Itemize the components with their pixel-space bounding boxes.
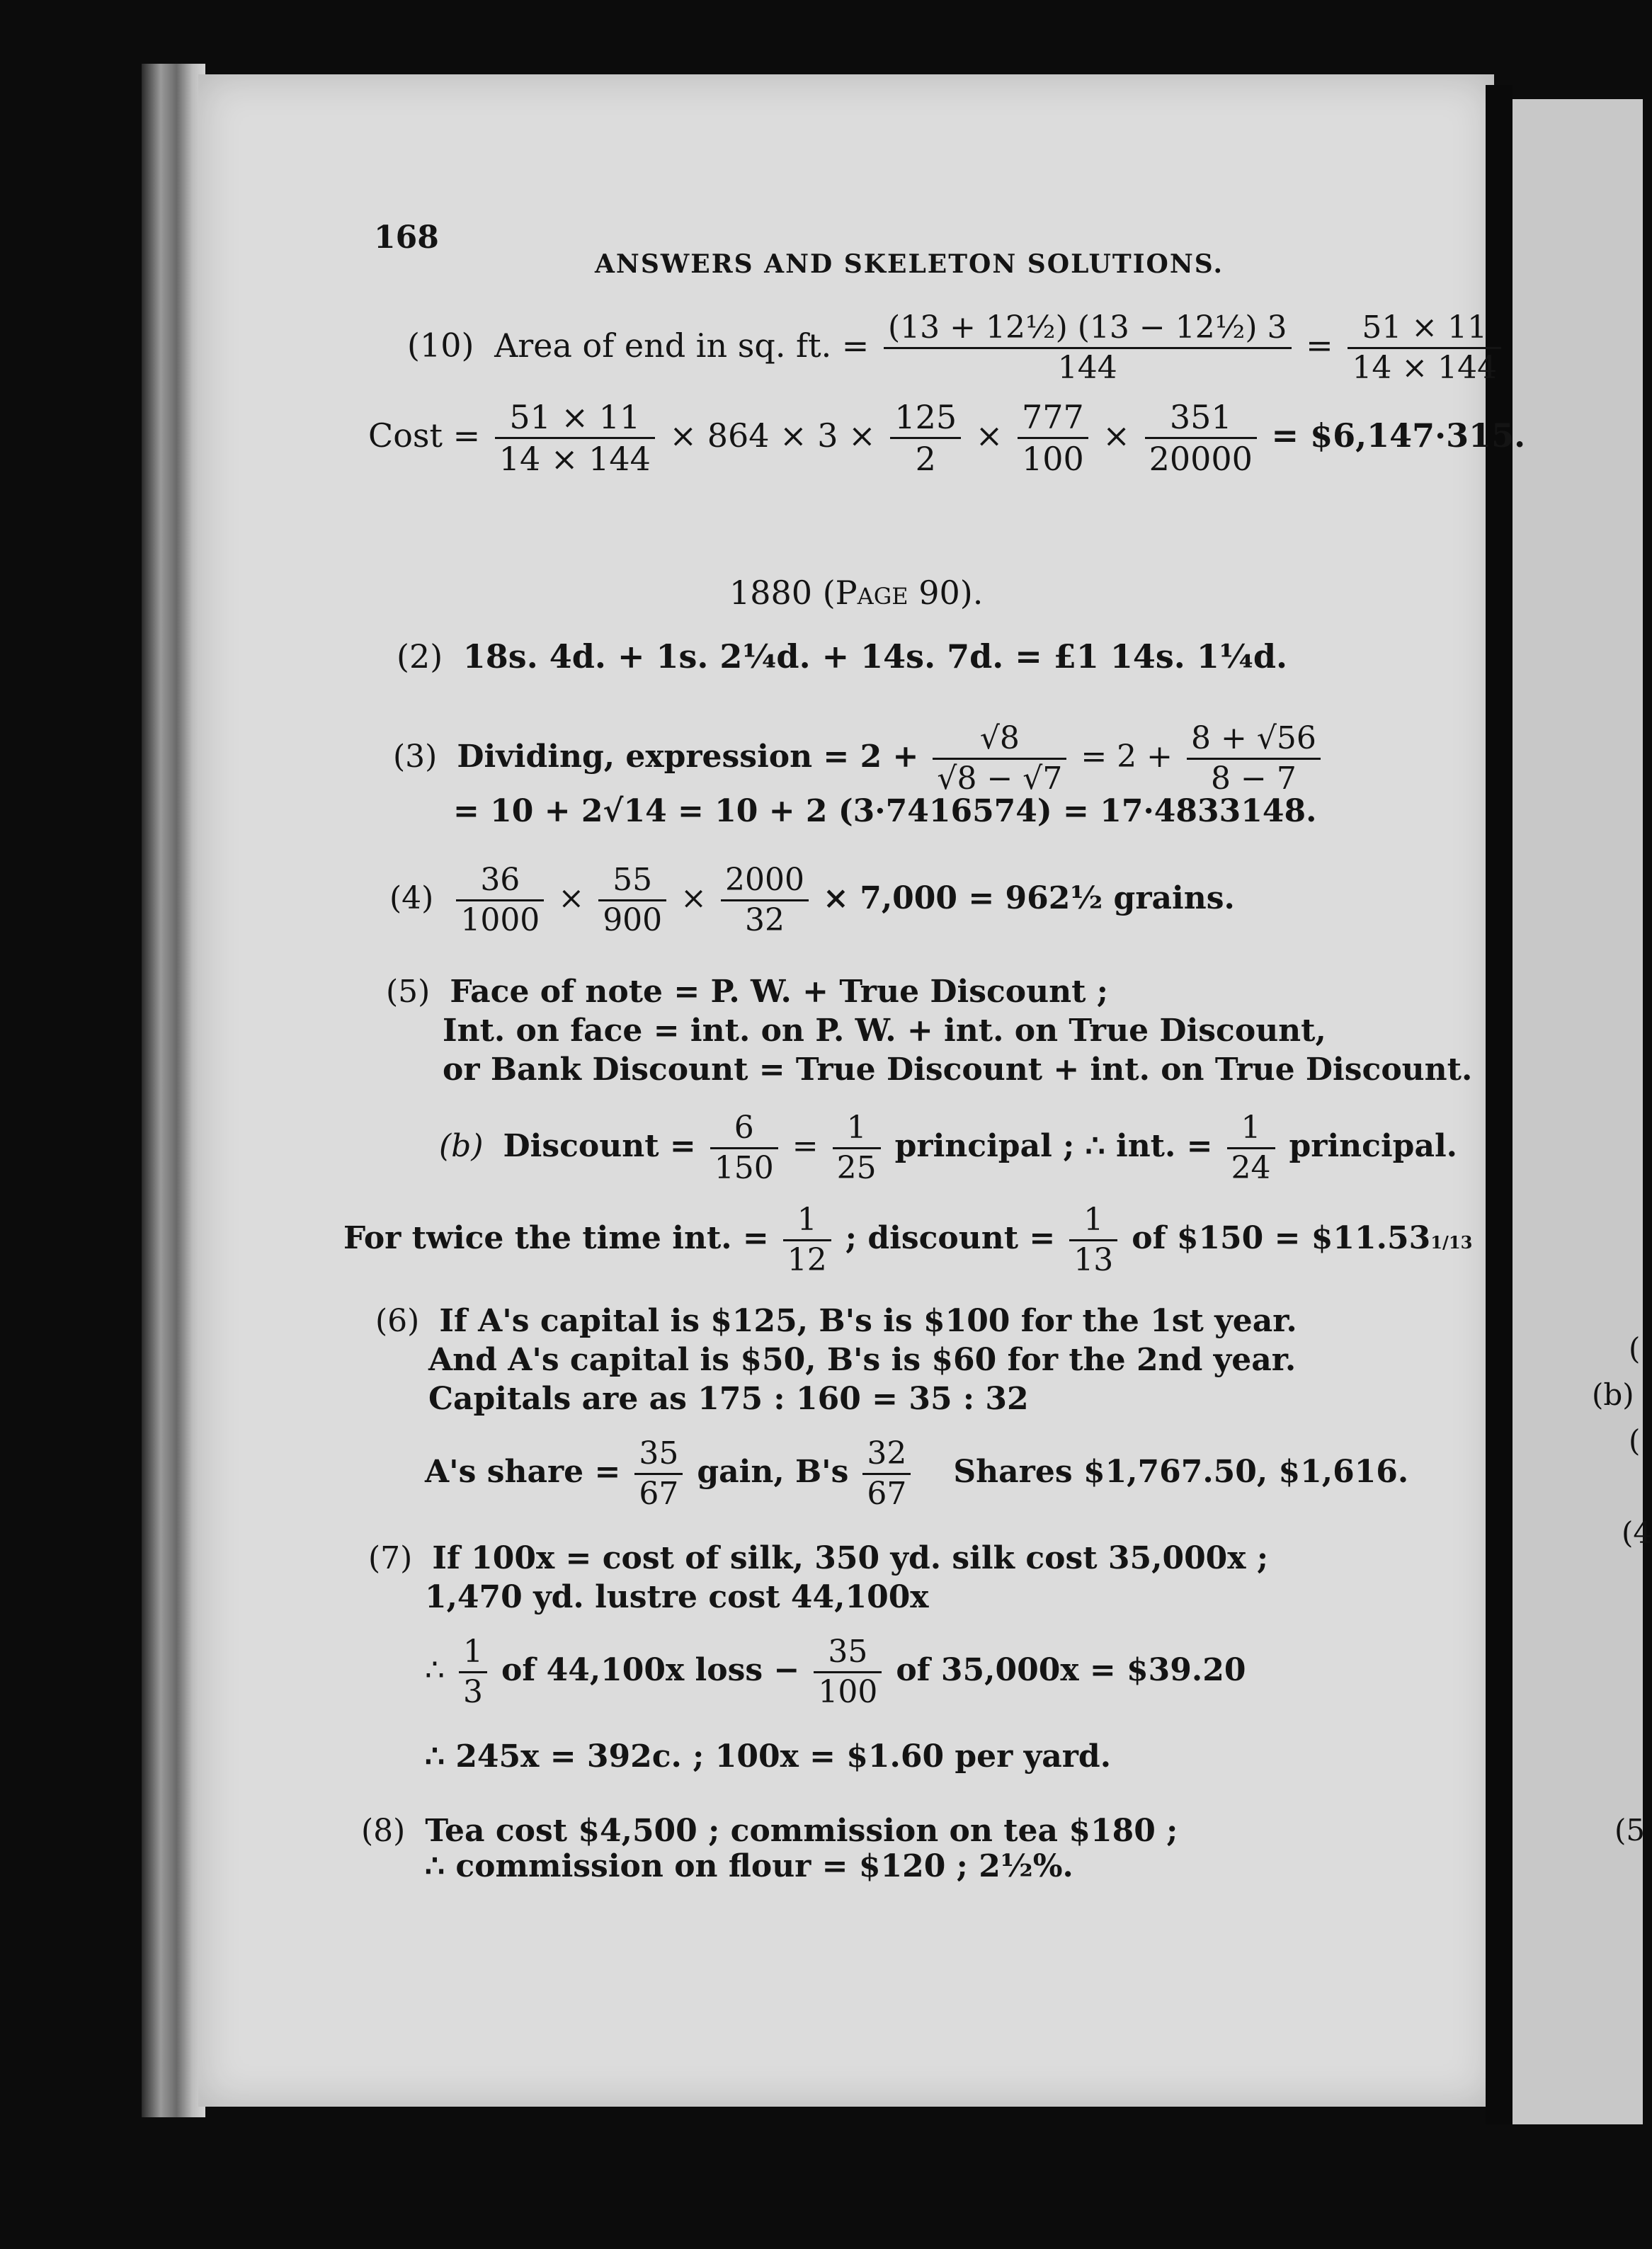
answer-lead: For twice the time int. = <box>343 1220 769 1257</box>
next-page-mark: (4 <box>1622 1515 1652 1550</box>
therefore-sign: ∴ <box>425 1652 445 1689</box>
answer-lead: Discount = <box>503 1128 696 1165</box>
answer-text: 18s. 4d. + 1s. 2¼d. + 14s. 7d. = £1 14s. 1¼d. <box>462 637 1287 676</box>
fraction-numerator: 1 <box>1241 1110 1261 1146</box>
fraction-denominator: 2 <box>890 437 961 476</box>
answer-5-twice-fraction-1 <box>783 1204 831 1277</box>
fraction-numerator: 55 <box>613 862 653 898</box>
next-page-mark: (5 <box>1614 1813 1646 1847</box>
fraction-denominator: 32 <box>721 899 809 937</box>
book-gutter <box>1486 85 1513 2124</box>
fraction-denominator: 1000 <box>456 899 544 937</box>
answer-7-line-3 <box>425 1636 1246 1709</box>
running-title: ANSWERS AND SKELETON SOLUTIONS. <box>595 249 1224 279</box>
page-number: 168 <box>374 220 439 256</box>
fraction-denominator: 100 <box>814 1671 882 1709</box>
answer-4-fraction-2 <box>598 864 666 937</box>
answer-lead: Dividing, expression = 2 + <box>457 739 919 775</box>
fraction-numerator: 8 + √56 <box>1191 720 1316 756</box>
answer-4-fraction-1 <box>456 864 544 937</box>
problem-label: (6) <box>375 1303 420 1339</box>
fraction-denominator: √8 − √7 <box>933 758 1066 795</box>
fraction-denominator: 24 <box>1227 1147 1275 1185</box>
answer-7-line-1 <box>368 1540 1268 1576</box>
answer-mid: principal ; ∴ int. = <box>894 1128 1213 1165</box>
answer-7-fraction-1 <box>459 1636 487 1709</box>
fraction-denominator: 12 <box>783 1239 831 1277</box>
fraction-numerator: 51 × 11 <box>1362 309 1488 346</box>
fraction-denominator: 150 <box>710 1147 778 1185</box>
cost-fraction-4 <box>1145 400 1257 477</box>
answer-3-line-2: = 10 + 2√14 = 10 + 2 (3·7416574) = 17·4833148. <box>453 793 1317 829</box>
answer-tail: Shares $1,767.50, $1,616. <box>953 1454 1409 1491</box>
fraction-numerator: 36 <box>480 862 520 898</box>
problem-label: (8) <box>361 1813 406 1849</box>
cost-fraction-1 <box>495 400 655 477</box>
answer-3-fraction-1 <box>933 722 1066 795</box>
next-page-mark: ( <box>1629 1331 1641 1366</box>
fraction-denominator: 14 × 144 <box>495 437 655 476</box>
answer-6-line-2: And A's capital is $50, B's is $60 for the 2nd year. <box>428 1342 1297 1378</box>
answer-6-fraction-1 <box>634 1435 683 1513</box>
cost-lhs: Cost = <box>368 416 481 455</box>
cost-fraction-2 <box>890 400 961 477</box>
answer-text: If A's capital is $125, B's is $100 for the 1st year. <box>439 1303 1297 1339</box>
answer-text: Face of note = P. W. + True Discount ; <box>450 974 1109 1010</box>
fraction-denominator: 14 × 144 <box>1348 347 1501 385</box>
times-sign: × <box>975 416 1003 455</box>
section-page-ref: (Page 90). <box>822 574 984 612</box>
equals-sign: = <box>1306 326 1333 365</box>
answer-mid: of 44,100x loss − <box>501 1652 800 1689</box>
fraction-numerator: 32 <box>867 1435 907 1471</box>
answer-8-line-1 <box>361 1813 1178 1849</box>
answer-5-line-2: Int. on face = int. on P. W. + int. on True Discount, <box>443 1013 1326 1049</box>
answer-tail: of 35,000x = $39.20 <box>896 1652 1246 1689</box>
answer-7-fraction-2 <box>814 1636 882 1709</box>
fraction-denominator: 900 <box>598 899 666 937</box>
fraction-numerator: 777 <box>1021 398 1084 436</box>
fraction-numerator: 1 <box>463 1634 483 1670</box>
fraction-numerator: 6 <box>734 1110 754 1146</box>
fraction-numerator: 1 <box>846 1110 867 1146</box>
fraction-denominator: 100 <box>1018 437 1088 476</box>
problem-label: (10) <box>407 326 474 365</box>
answer-mid: ; discount = <box>845 1220 1056 1257</box>
answer-5b <box>439 1112 1457 1185</box>
answer-text: If 100x = cost of silk, 350 yd. silk cost 35,000x ; <box>432 1540 1269 1576</box>
cost-mid: × 864 × 3 × <box>669 416 876 455</box>
answer-5b-fraction-2 <box>833 1112 881 1185</box>
answer-tail-fraction: 1/13 <box>1430 1232 1473 1253</box>
answer-tail: of $150 = $11.53 <box>1132 1220 1431 1257</box>
problem-label: (2) <box>397 637 443 676</box>
next-page-mark: ( <box>1629 1423 1641 1458</box>
answer-5-line-3: or Bank Discount = True Discount + int. on True Discount. <box>443 1052 1473 1088</box>
problem-label: (3) <box>393 739 438 775</box>
fraction-denominator: 3 <box>459 1671 487 1709</box>
fraction-denominator: 8 − 7 <box>1187 758 1321 795</box>
fraction-denominator: 67 <box>862 1473 911 1510</box>
answer-6-fraction-2 <box>862 1435 911 1513</box>
answer-4-fraction-3 <box>721 864 809 937</box>
answer-tail: × 7,000 = 962½ grains. <box>823 880 1235 917</box>
answer-5-twice-fraction-2 <box>1069 1204 1117 1277</box>
answer-text: Tea cost $4,500 ; commission on tea $180 ; <box>425 1813 1178 1849</box>
fraction-numerator: 35 <box>828 1634 868 1670</box>
section-year: 1880 <box>729 574 813 612</box>
times-sign: × <box>680 880 707 917</box>
equals-sign: = <box>792 1128 819 1165</box>
fraction-numerator: 351 <box>1169 398 1232 436</box>
fraction-denominator: 13 <box>1069 1239 1117 1277</box>
answer-5b-fraction-1 <box>710 1112 778 1185</box>
cost-line <box>368 400 1525 477</box>
problem-10 <box>407 309 1505 387</box>
answer-7-line-2: 1,470 yd. lustre cost 44,100x <box>425 1579 929 1615</box>
problem-label: (7) <box>368 1540 413 1576</box>
next-page-mark: (b) <box>1592 1377 1634 1412</box>
problem-label: (5) <box>386 974 431 1010</box>
answer-lead: A's share = <box>425 1454 621 1491</box>
book-page-edge <box>142 64 205 2117</box>
fraction-numerator: 35 <box>639 1435 679 1471</box>
answer-6-line-1 <box>375 1303 1297 1339</box>
answer-3-fraction-2 <box>1187 722 1321 795</box>
answer-tail: principal. <box>1289 1128 1457 1165</box>
fraction-denominator: 67 <box>634 1473 683 1510</box>
answer-7-line-4: ∴ 245x = 392c. ; 100x = $1.60 per yard. <box>425 1738 1112 1775</box>
fraction-numerator: (13 + 12½) (13 − 12½) 3 <box>887 309 1287 346</box>
answer-4 <box>389 864 1235 937</box>
area-result-fraction <box>1348 309 1501 387</box>
fraction-denominator: 144 <box>884 347 1292 385</box>
answer-6-shares <box>425 1435 1409 1513</box>
cost-result: = $6,147·315. <box>1271 416 1526 455</box>
times-sign: × <box>558 880 585 917</box>
fraction-numerator: 1 <box>1083 1202 1104 1238</box>
answer-8-line-2: ∴ commission on flour = $120 ; 2½%. <box>425 1848 1073 1884</box>
answer-mid: = 2 + <box>1081 739 1173 775</box>
answer-5-line-1 <box>386 974 1108 1010</box>
area-lhs: Area of end in sq. ft. = <box>494 326 870 365</box>
answer-5-twice <box>343 1204 1473 1277</box>
problem-label: (4) <box>389 880 434 917</box>
answer-5b-fraction-3 <box>1227 1112 1275 1185</box>
fraction-numerator: √8 <box>979 720 1020 756</box>
fraction-denominator: 25 <box>833 1147 881 1185</box>
fraction-numerator: 1 <box>797 1202 817 1238</box>
answer-3 <box>393 722 1325 795</box>
answer-6-line-3: Capitals are as 175 : 160 = 35 : 32 <box>428 1381 1029 1417</box>
section-heading <box>729 574 983 612</box>
fraction-numerator: 51 × 11 <box>509 398 641 436</box>
fraction-numerator: 2000 <box>725 862 805 898</box>
answer-mid: gain, B's <box>697 1454 849 1491</box>
area-fraction <box>884 309 1292 387</box>
times-sign: × <box>1103 416 1130 455</box>
problem-label: (b) <box>439 1128 484 1165</box>
answer-2 <box>397 637 1287 676</box>
fraction-denominator: 20000 <box>1145 437 1257 476</box>
fraction-numerator: 125 <box>894 398 957 436</box>
cost-fraction-3 <box>1018 400 1088 477</box>
